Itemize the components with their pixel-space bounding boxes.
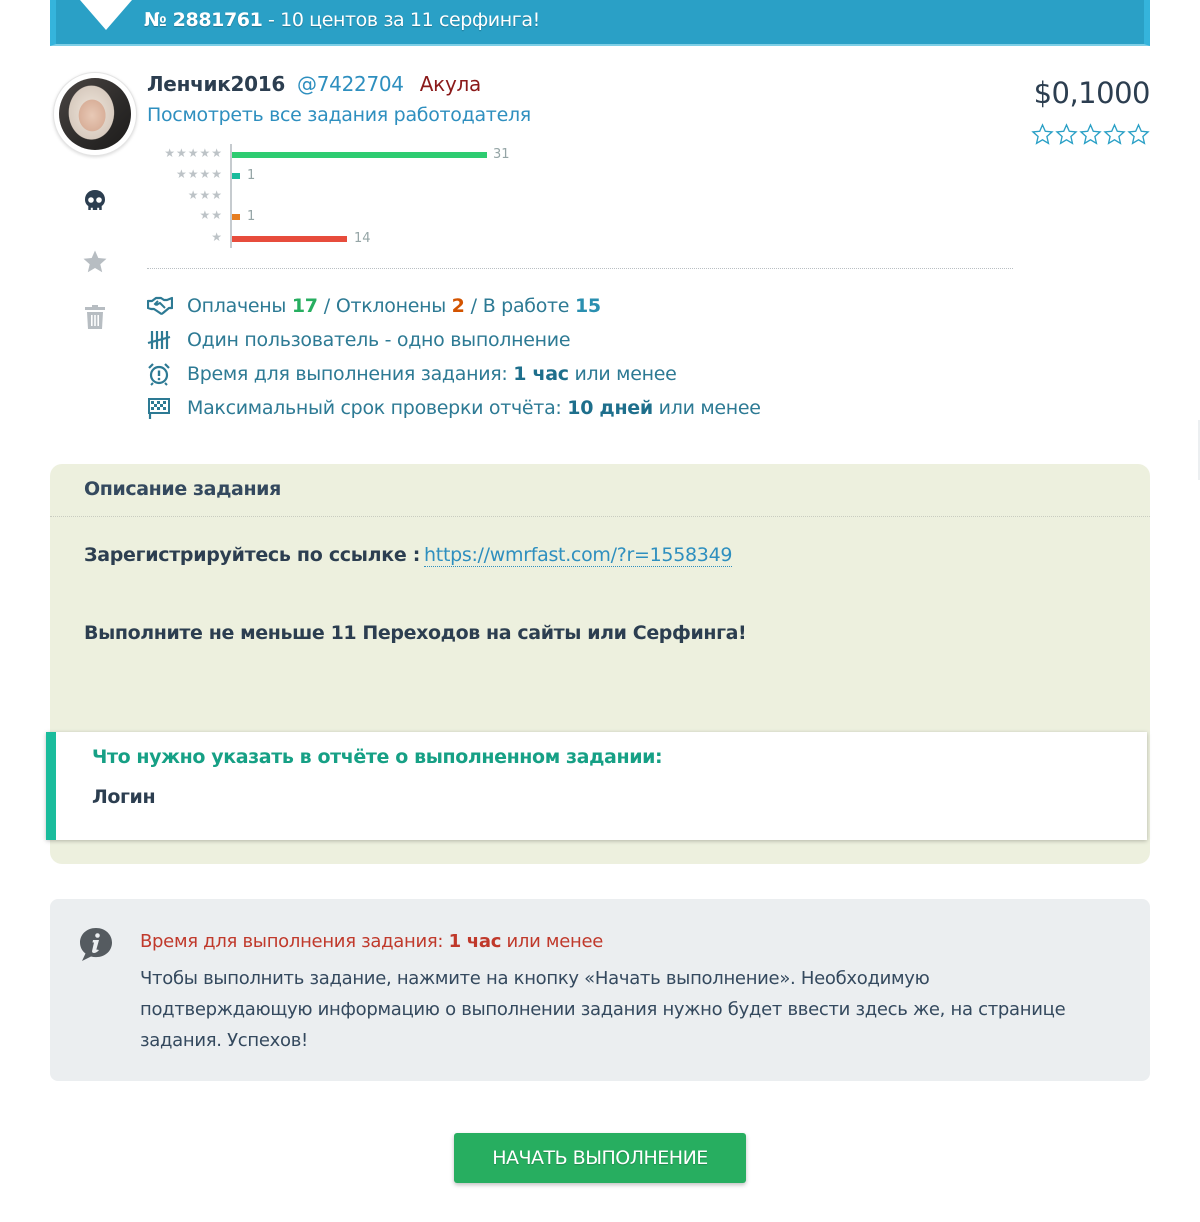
rating-count: 14 <box>354 231 371 246</box>
task-price: $0,1000 <box>1033 76 1150 110</box>
rating-row-2 <box>150 207 550 227</box>
rating-count: 31 <box>493 147 510 162</box>
employer-id: @7422704 <box>297 72 404 96</box>
rating-row-4 <box>150 166 550 186</box>
rating-bar <box>232 173 240 179</box>
tally-icon <box>147 328 171 352</box>
report-title: Что нужно указать в отчёте о выполненном задании: <box>92 746 663 768</box>
inwork-count: 15 <box>574 295 601 317</box>
checkered-flag-icon <box>147 396 171 420</box>
divider <box>50 516 1150 517</box>
rating-row-1 <box>150 229 550 249</box>
start-task-button[interactable]: НАЧАТЬ ВЫПОЛНЕНИЕ <box>454 1133 746 1183</box>
star-outline-icon[interactable] <box>1031 123 1054 146</box>
paid-count: 17 <box>291 295 318 317</box>
task-instruction: Выполните не меньше 11 Переходов на сайты или Серфинга! <box>84 622 747 644</box>
task-title-text: - 10 центов за 11 серфинга! <box>262 9 540 31</box>
register-link[interactable]: https://wmrfast.com/?r=1558349 <box>424 544 733 566</box>
limit-text: Один пользователь - одно выполнение <box>187 329 571 351</box>
execution-time <box>147 357 761 391</box>
avatar[interactable] <box>53 72 137 156</box>
task-number: № 2881761 <box>144 9 263 31</box>
review-time <box>147 391 761 425</box>
star-outline-icon[interactable] <box>1127 123 1150 146</box>
rating-row-5 <box>150 145 550 165</box>
info-time-value: 1 час <box>448 931 502 952</box>
star-icon[interactable] <box>82 249 108 275</box>
info-text: Чтобы выполнить задание, нажмите на кнопку «Начать выполнение». Необходимую подтверждающую информацию о выполнении задания нужно будет ввести здесь же, на странице задания. Успехов! <box>140 968 1066 1051</box>
header-notch <box>80 0 132 30</box>
task-stats <box>147 289 761 323</box>
info-time-label: Время для выполнения задания: <box>140 931 444 952</box>
review-label: Максимальный срок проверки отчёта: <box>187 397 562 419</box>
alarm-clock-icon <box>147 362 171 386</box>
rating-stars-label: ★★★★★ <box>164 146 223 160</box>
register-label: Зарегистрируйтесь по ссылке : <box>84 544 421 566</box>
task-meta-list <box>147 289 761 425</box>
review-value: 10 дней <box>567 397 653 419</box>
rating-bar <box>232 236 347 242</box>
time-suffix: или менее <box>574 363 677 385</box>
info-bubble-icon <box>76 925 116 965</box>
rejected-count: 2 <box>451 295 465 317</box>
task-header-bar <box>50 0 1150 46</box>
rating-count: 1 <box>247 209 256 224</box>
view-all-tasks-link[interactable]: Посмотреть все задания работодателя <box>147 104 531 126</box>
avatar-image <box>59 78 131 150</box>
employer-name[interactable]: Ленчик2016 <box>147 72 285 96</box>
info-time-suffix: или менее <box>506 931 603 952</box>
separator: / <box>323 295 330 317</box>
rejected-label: Отклонены <box>335 295 446 317</box>
rating-row-3 <box>150 187 550 207</box>
separator: / <box>470 295 477 317</box>
handshake-icon <box>147 294 171 318</box>
info-panel <box>50 899 1150 1081</box>
inwork-label: В работе <box>482 295 570 317</box>
rating-stars-label: ★★★★ <box>175 167 223 181</box>
review-suffix: или менее <box>658 397 761 419</box>
rating-stars-label: ★★★ <box>187 188 223 202</box>
divider <box>147 268 1013 269</box>
trash-icon[interactable] <box>82 304 108 330</box>
register-instruction <box>84 544 732 566</box>
execution-limit <box>147 323 761 357</box>
employer-info <box>147 72 481 96</box>
rating-bar <box>232 152 487 158</box>
rating-count: 1 <box>247 168 256 183</box>
price-star-rating[interactable] <box>1031 123 1150 146</box>
report-value: Логин <box>92 786 156 808</box>
employer-rank: Акула <box>419 72 481 96</box>
star-outline-icon[interactable] <box>1103 123 1126 146</box>
rating-stars-label: ★ <box>211 230 223 244</box>
description-title: Описание задания <box>84 478 281 500</box>
star-outline-icon[interactable] <box>1079 123 1102 146</box>
rating-distribution <box>150 144 550 250</box>
rating-bar <box>232 214 240 220</box>
time-value: 1 час <box>513 363 569 385</box>
rating-stars-label: ★★ <box>199 208 223 222</box>
paid-label: Оплачены <box>187 295 287 317</box>
report-requirements <box>46 732 1147 840</box>
task-title <box>144 9 540 31</box>
skull-icon[interactable] <box>82 188 108 214</box>
task-description-panel <box>50 464 1150 864</box>
star-outline-icon[interactable] <box>1055 123 1078 146</box>
time-label: Время для выполнения задания: <box>187 363 508 385</box>
info-time <box>140 931 603 952</box>
